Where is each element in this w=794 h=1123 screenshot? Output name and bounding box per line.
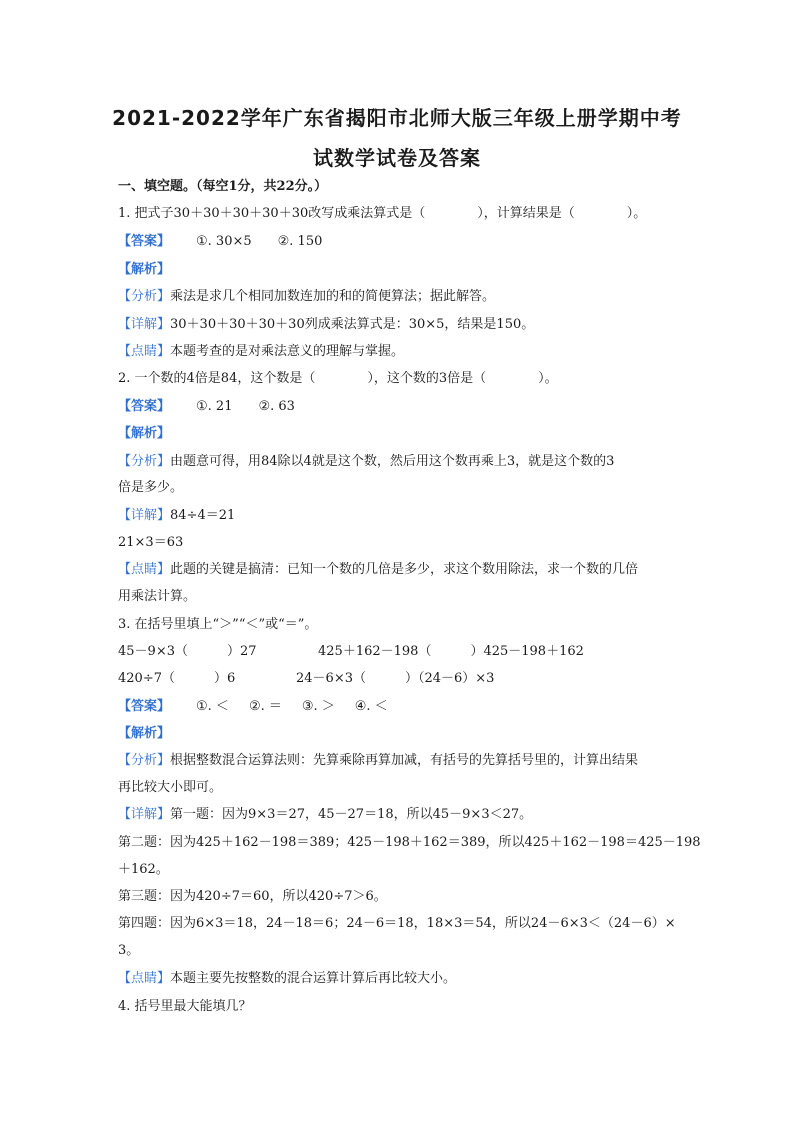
q2-dianjing-l1: 【点睛】此题的关键是搞清：已知一个数的几倍是多少，求这个数用除法，求一个数的几倍 xyxy=(118,562,639,577)
answer-tag: 【答案】 xyxy=(118,699,171,714)
q2-answer-row xyxy=(118,398,683,416)
q2-fenxi-l1: 【分析】由题意可得，用84除以4就是这个数，然后用这个数再乘上3，就是这个数的3 xyxy=(118,454,615,469)
q3-row1 xyxy=(118,643,683,661)
q3-row2 xyxy=(118,670,683,688)
q3-answer-4: ④. ＜ xyxy=(354,699,388,714)
q1-dianjing: 【点睛】本题考查的是对乘法意义的理解与掌握。 xyxy=(118,344,405,359)
answer-tag: 【答案】 xyxy=(118,234,171,249)
fenxi-tag: 【分析】 xyxy=(118,454,171,469)
q3-item-3: 420÷7（ ）6 xyxy=(118,671,236,686)
q3-fourth-l1: 第四题：因为6×3＝18，24－18＝6；24－6＝18，18×3＝54，所以24－6×3＜（24－6）× xyxy=(118,916,676,931)
q3-dianjing: 【点睛】本题主要先按整数的混合运算计算后再比较大小。 xyxy=(118,971,457,986)
xiangjie-tag: 【详解】 xyxy=(118,317,171,332)
q3-fenxi-l2: 再比较大小即可。 xyxy=(118,780,223,795)
q3-item-1: 45－9×3（ ）27 xyxy=(118,644,257,659)
q1-answer-2: ②. 150 xyxy=(277,234,323,249)
xiangjie-tag: 【详解】 xyxy=(118,807,171,822)
q3-item-4: 24－6×3（ ）（24－6）×3 xyxy=(296,671,495,686)
q2-calc2: 21×3＝63 xyxy=(118,535,184,550)
q3-answer-2: ②. ＝ xyxy=(248,699,282,714)
q3-answer-3: ③. ＞ xyxy=(301,699,335,714)
analysis-tag: 【解析】 xyxy=(118,262,171,277)
q2-xiangjie: 【详解】84÷4＝21 xyxy=(118,508,236,523)
section-heading: 一、填空题。（每空1分，共22分。） xyxy=(118,179,328,194)
q1-answer-row xyxy=(118,233,683,251)
analysis-tag: 【解析】 xyxy=(118,726,171,741)
dianjing-tag: 【点睛】 xyxy=(118,562,171,577)
q4-text: 4. 括号里最大能填几？ xyxy=(118,999,252,1014)
q1-fenxi: 【分析】乘法是求几个相同加数连加的和的简便算法；据此解答。 xyxy=(118,289,496,304)
doc-title-line2: 试数学试卷及答案 xyxy=(313,146,481,170)
xiangjie-tag: 【详解】 xyxy=(118,508,171,523)
q2-answer-1: ①. 21 xyxy=(196,399,233,414)
q1-answer-1: ①. 30×5 xyxy=(196,234,252,249)
q2-answer-2: ②. 63 xyxy=(258,399,295,414)
dianjing-tag: 【点睛】 xyxy=(118,971,171,986)
q2-text: 2. 一个数的4倍是84，这个数是（ ），这个数的3倍是（ ）。 xyxy=(118,371,558,386)
analysis-tag: 【解析】 xyxy=(118,426,171,441)
doc-title-line1: 2021-2022学年广东省揭阳市北师大版三年级上册学期中考 xyxy=(112,106,682,130)
q2-dianjing-l2: 用乘法计算。 xyxy=(118,589,197,604)
answer-tag: 【答案】 xyxy=(118,399,171,414)
q1-xiangjie: 【详解】30＋30＋30＋30＋30列成乘法算式是：30×5，结果是150。 xyxy=(118,317,535,332)
q3-answer-1: ①. ＜ xyxy=(196,699,229,714)
q3-third: 第三题：因为420÷7＝60，所以420÷7＞6。 xyxy=(118,889,387,904)
q3-answer-row xyxy=(118,698,683,716)
dianjing-tag: 【点睛】 xyxy=(118,344,171,359)
q3-fenxi-l1: 【分析】根据整数混合运算法则：先算乘除再算加减，有括号的先算括号里的，计算出结果 xyxy=(118,753,639,768)
q3-xiangjie: 【详解】第一题：因为9×3＝27，45－27＝18，所以45－9×3＜27。 xyxy=(118,807,533,822)
q2-fenxi-l2: 倍是多少。 xyxy=(118,480,184,495)
q3-second-l1: 第二题：因为425＋162－198＝389；425－198＋162＝389，所以425＋162－198＝425－198 xyxy=(118,835,701,850)
q1-text: 1. 把式子30＋30＋30＋30＋30改写成乘法算式是（ ），计算结果是（ ）。 xyxy=(118,206,647,221)
q3-second-l2: ＋162。 xyxy=(118,862,169,877)
q3-item-2: 425＋162－198（ ）425－198＋162 xyxy=(318,644,584,659)
q3-text: 3. 在括号里填上“＞”“＜”或“＝”。 xyxy=(118,617,318,632)
fenxi-tag: 【分析】 xyxy=(118,753,171,768)
q3-fourth-l2: 3。 xyxy=(118,943,140,958)
fenxi-tag: 【分析】 xyxy=(118,289,171,304)
